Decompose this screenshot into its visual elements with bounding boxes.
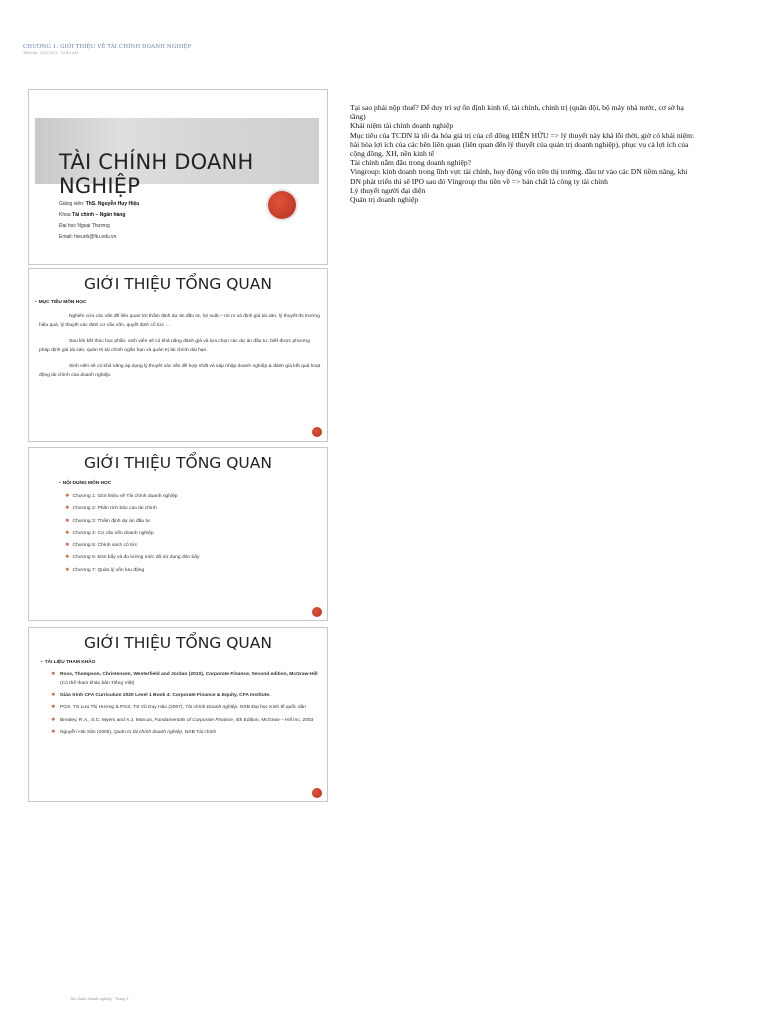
section-label: • TÀI LIỆU THAM KHẢO	[41, 660, 96, 665]
diamond-bullet-icon: ❖	[51, 716, 56, 723]
diamond-bullet-icon: ❖	[51, 704, 56, 711]
diamond-bullet-icon: ❖	[65, 517, 70, 524]
list-item: ❖ Chương 6: Đòn bẩy và đo lường mức độ sử dụng đòn bẩy	[65, 554, 200, 561]
note-item: Tài chính nằm đâu trong doanh nghiệp?	[350, 158, 472, 168]
email-line: Email: hieunh@ftu.edu.vn	[59, 234, 117, 240]
list-item: ❖ Ross, Thompson, Christensen, Westerfield and Jordan (2010), Corporate Finance, Second edition, McGraw-Hill (Có thể tham khảo bản Tiếng Việt)	[51, 671, 318, 686]
list-item: ❖ Nguyễn Hải Sản (2005), Quản trị tài chính doanh nghiệp, NXB Tài chính	[51, 728, 217, 735]
diamond-bullet-icon: ❖	[65, 493, 70, 499]
list-item: ❖ Chương 3: Thẩm định dự án đầu tư	[65, 517, 151, 524]
faculty-line: Khoa Tài chính – Ngân hàng	[59, 212, 126, 218]
diamond-bullet-icon: ❖	[65, 529, 70, 536]
section-label: • MỤC TIÊU MÔN HỌC	[35, 300, 87, 305]
note-item: Khái niệm tài chính doanh nghiệp	[350, 121, 454, 131]
list-item: ❖ Chương 5: Chính sách cổ tức	[65, 542, 138, 549]
note-item: Quản trị doanh nghiệp	[350, 195, 419, 205]
circle-decoration	[268, 191, 296, 219]
slide-heading: GIỚI THIỆU TỔNG QUAN	[84, 275, 272, 293]
slide-dot-icon	[312, 427, 322, 437]
chapter-list	[65, 490, 199, 576]
slide-objectives[interactable]	[28, 268, 328, 442]
list-item: ❖ Brealey, R.A., S.C. Myers and A.J. Marcus, Fundamentals of Corporate Finance, 4th Edition, McGraw – Hill Inc, 2003	[51, 716, 314, 723]
diamond-bullet-icon: ❖	[51, 728, 56, 735]
lecturer-line: Giảng viên: ThS. Nguyễn Huy Hiệu	[59, 201, 140, 207]
university-line: Đại học Ngoại Thương	[59, 223, 110, 229]
diamond-bullet-icon: ❖	[65, 505, 70, 512]
notes-list	[350, 103, 700, 204]
section-label: • NỘI DUNG MÔN HỌC	[59, 481, 112, 486]
diamond-bullet-icon: ❖	[51, 671, 56, 677]
slide-dot-icon	[312, 607, 322, 617]
page-header-date: Thứ Hai, 2/15/2021 · 10:40 AM	[23, 51, 79, 55]
list-item: ❖ Chương 2: Phân tích báo cáo tài chính	[65, 505, 157, 512]
slide-heading: GIỚI THIỆU TỔNG QUAN	[84, 454, 272, 472]
page-footer: Tài chính doanh nghiệp · Trang 1	[70, 997, 130, 1001]
reference-list	[51, 670, 326, 740]
slide-references[interactable]	[28, 627, 328, 802]
list-item: ❖ Giáo trình CFA Curriculum 2020 Level 1 Book 4: Corporate Finance & Equity, CFA Institute.	[51, 692, 271, 699]
diamond-bullet-icon: ❖	[65, 554, 70, 561]
note-item: Tại sao phải nộp thuế? Để duy trì sự ổn định kinh tế, tài chính, chính trị (quân đội, bộ máy nhà nước, cơ sở hạ tầng)	[350, 103, 684, 122]
slide-heading: GIỚI THIỆU TỔNG QUAN	[84, 634, 272, 652]
slide-title[interactable]	[28, 89, 328, 265]
note-item: Lý thuyết người đại diện	[350, 185, 426, 195]
objective-paragraph: Nghiên cứu các vấn đề liên quan tới thẩm định dự án đầu tư, lợi suất – rủi ro và định giá tài sản, lý thuyết thị trường hiệu quả, lý thuyết xác định cơ cấu vốn, quyết định cổ tức …	[39, 314, 320, 328]
diamond-bullet-icon: ❖	[65, 566, 70, 573]
list-item: ❖ PGS. TS Lưu Thị Hương & PGS. TS Vũ Duy Hào (2007), Tài chính Doanh nghiệp, NXB Đại học Kinh tế quốc dân	[51, 704, 307, 711]
list-item: ❖ Chương 4: Cơ cấu vốn doanh nghiệp	[65, 529, 154, 536]
slide-main-title: TÀI CHÍNH DOANH NGHIỆP	[59, 150, 254, 198]
note-item: Vingroup: kinh doanh trong lĩnh vực tài chính, huy động vốn trên thị trường, đầu tư vào các DN tiềm năng, khi DN phát triển thì sẽ IPO sau đó Vingroup thu tiền về => bản chất là công ty tài chính	[350, 167, 688, 186]
slide-dot-icon	[312, 788, 322, 798]
page-header-title: CHƯƠNG 1. GIỚI THIỆU VỀ TÀI CHÍNH DOANH NGHIỆP	[23, 44, 192, 50]
diamond-bullet-icon: ❖	[65, 542, 70, 549]
slide-contents[interactable]	[28, 447, 328, 621]
diamond-bullet-icon: ❖	[51, 692, 56, 699]
list-item: ❖ Chương 7: Quản lý vốn lưu động	[65, 566, 145, 573]
note-item: Mục tiêu của TCDN là tối đa hóa giá trị của cổ đông HIỆN HỮU => lý thuyết này khá lỗi thời, giờ có khái niệm: hài hòa lợi ích của các bên liên quan (liên quan đến lý thuyết của quản trị doanh nghiệp), phục vụ cả lợi ích của cộng đồng, XH, nền kinh tế	[350, 130, 695, 159]
objective-paragraph: Sau khi kết thúc học phần, sinh viên sẽ có khả năng đánh giá và lựa chọn các dự án đầu tư, biết được phương pháp định giá tài sản, quản trị tài chính ngắn hạn và quản trị tài chính dài hạn.	[39, 339, 310, 353]
list-item: ❖ Chương 1: Giới thiệu về Tài chính doanh nghiệp	[65, 493, 178, 499]
objective-paragraph: Sinh viên sẽ có khả năng áp dụng lý thuyết xác vấn đề hợp nhất và sáp nhập doanh nghiệp & đánh giá kết quả hoạt động tài chính của doanh nghiệp.	[39, 364, 321, 378]
